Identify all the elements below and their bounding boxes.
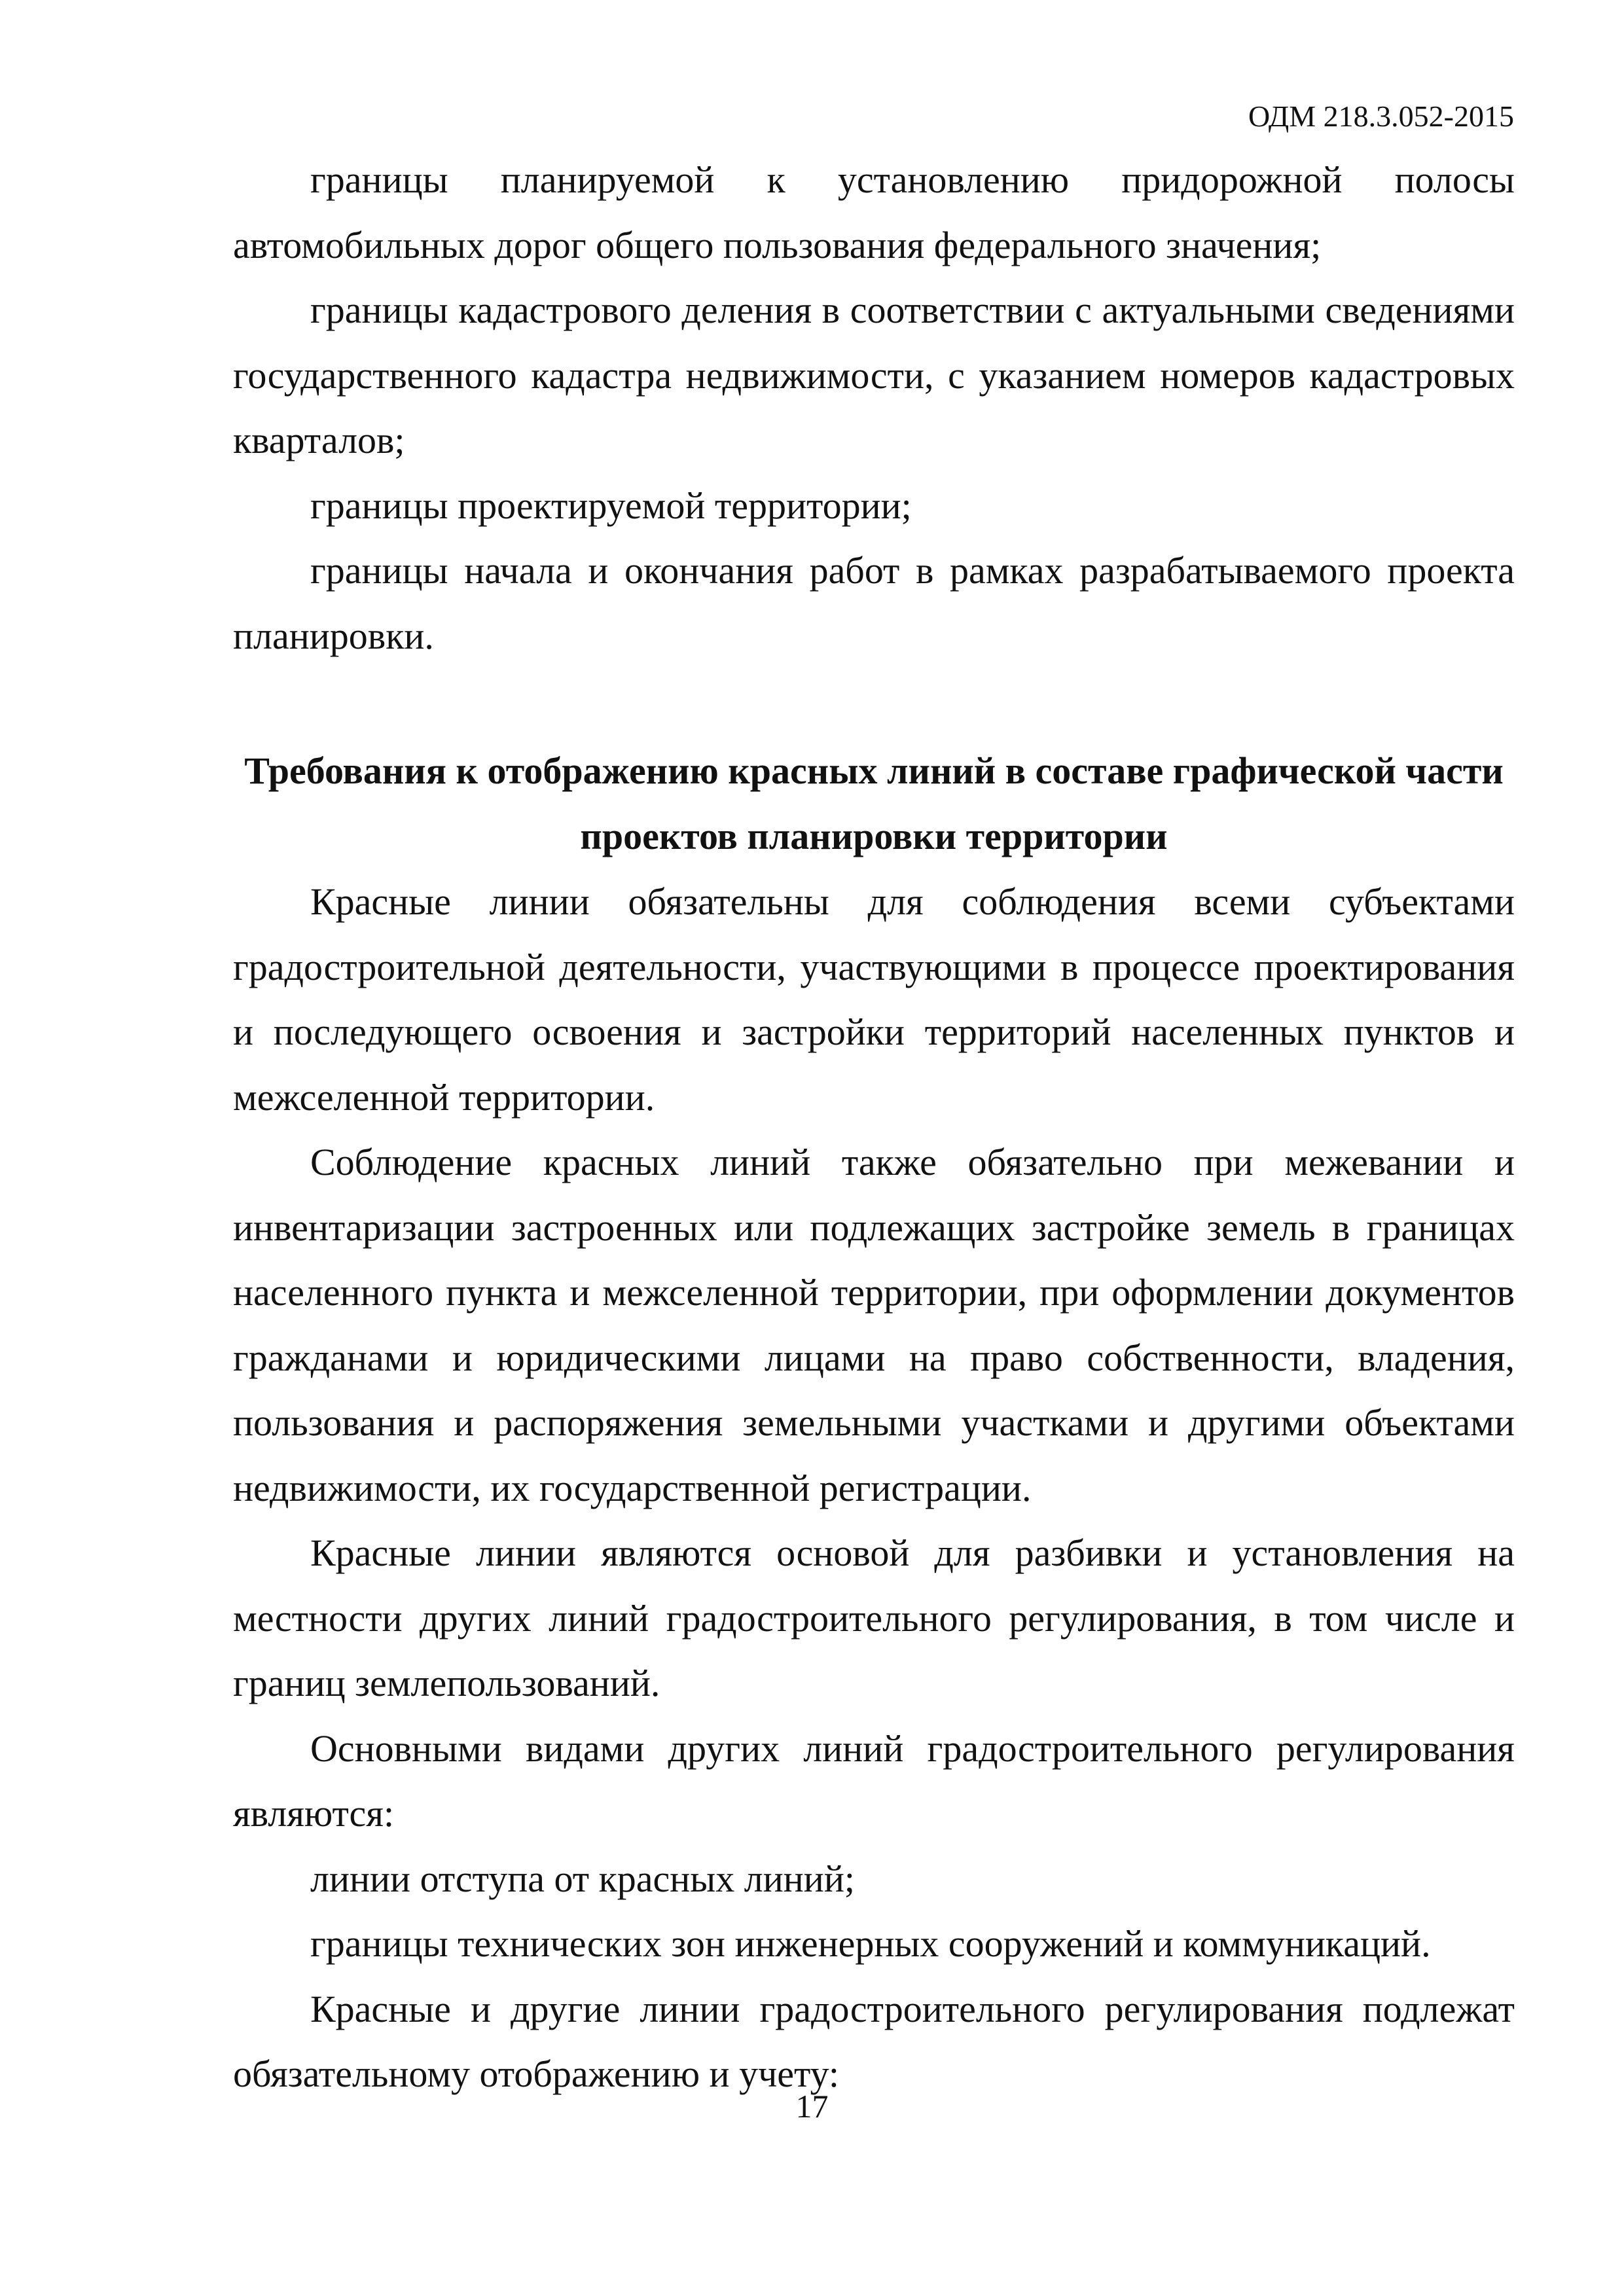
paragraph: границы начала и окончания работ в рамках разрабатываемого проекта планировки. xyxy=(233,549,1515,657)
section-heading: Требования к отображению красных линий в составе графической части проектов планировки территории xyxy=(244,749,1504,857)
paragraph: линии отступа от красных линий; xyxy=(310,1857,855,1900)
paragraph: Красные линии обязательны для соблюдения всеми субъектами градостроительной деятельности, участвующими в процессе проектирования и последующего освоения и застройки территорий населенных пунктов и межселенной территории. xyxy=(233,880,1515,1119)
section-heading-block xyxy=(233,738,1515,869)
paragraph: Соблюдение красных линий также обязательно при межевании и инвентаризации застроенных или подлежащих застройке земель в границах населенного пункта и межселенной территории, при оформлении документов гражданами и юридическими лицами на право собственности, владения, пользования и распоряжения земельными участками и другими объектами недвижимости, их государственной регистрации. xyxy=(233,1141,1515,1509)
paragraph: границы проектируемой территории; xyxy=(310,484,912,527)
paragraph: Красные линии являются основой для разбивки и установления на местности других линий градостроительного регулирования, в том числе и границ землепользований. xyxy=(233,1532,1515,1704)
document-code: ОДМ 218.3.052-2015 xyxy=(1248,99,1514,133)
paragraph: Красные и другие линии градостроительного регулирования подлежат обязательному отображению и учету: xyxy=(233,1987,1515,2095)
paragraph: границы планируемой к установлению придорожной полосы автомобильных дорог общего пользования федерального значения; xyxy=(233,158,1515,266)
top-paragraphs xyxy=(233,147,1515,668)
paragraph: Основными видами других линий градостроительного регулирования являются: xyxy=(233,1727,1515,1835)
paragraph: границы кадастрового деления в соответствии с актуальными сведениями государственного кадастра недвижимости, с указанием номеров кадастровых кварталов; xyxy=(233,289,1515,461)
paragraph: границы технических зон инженерных сооружений и коммуникаций. xyxy=(310,1922,1431,1965)
page-number: 17 xyxy=(795,2088,829,2125)
main-paragraphs xyxy=(233,869,1515,2107)
